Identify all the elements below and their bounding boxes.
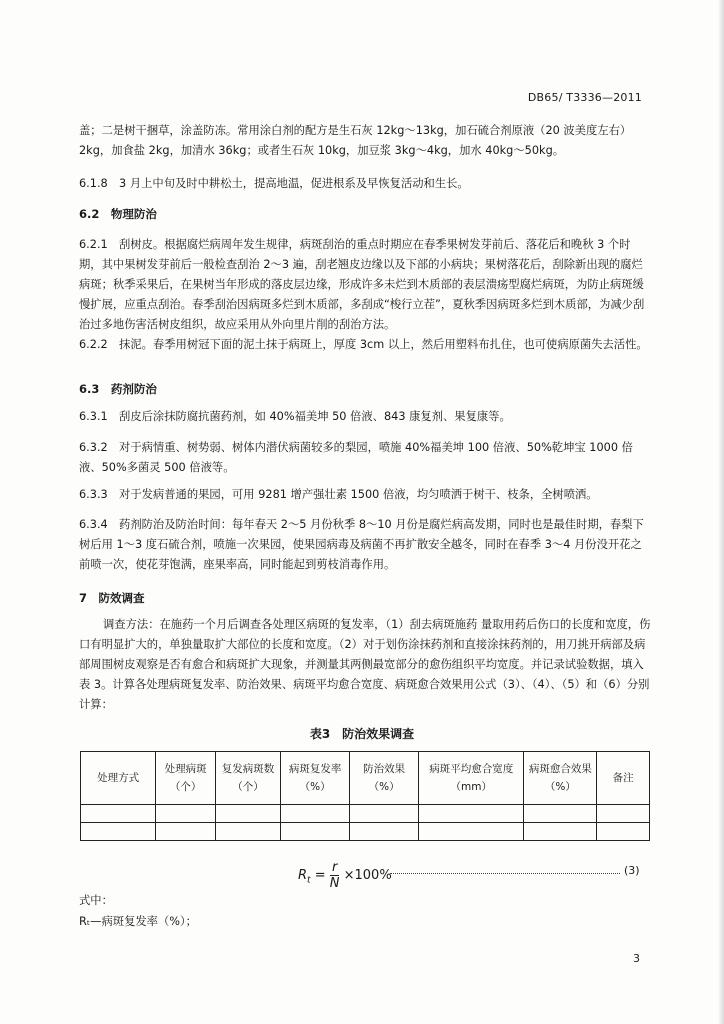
equation-number: (3) — [624, 864, 640, 877]
table-row — [81, 823, 650, 841]
table-cell — [524, 823, 597, 841]
table-cell — [597, 805, 650, 823]
formula-lhs: R — [298, 868, 308, 883]
where-intro: 式中： — [79, 894, 113, 907]
table-cell — [156, 805, 216, 823]
formula-lhs-subscript: t — [307, 875, 311, 886]
formula-tail: ×100% — [343, 868, 392, 883]
doc-code-header: DB65/ T3336—2011 — [527, 91, 642, 104]
heading-6-2: 6.2 物理防治 — [79, 207, 157, 221]
col-header: 备注 — [597, 752, 650, 805]
page-number: 3 — [633, 952, 640, 965]
formula-fraction — [330, 860, 340, 891]
leader-dots — [390, 873, 620, 874]
table-cell — [597, 823, 650, 841]
formula-denominator: N — [329, 876, 340, 891]
col-header: 防治效果（%） — [350, 752, 419, 805]
paragraph-6-2-2: 6.2.2 抹泥。春季用树冠下面的泥土抹于病斑上，厚度 3cm 以上，然后用塑料布扎住，也可使病原菌失去活性。 — [79, 338, 648, 351]
table-cell — [419, 823, 524, 841]
paragraph-6-2-1: 6.2.1 刮树皮。根据腐烂病周年发生规律，病斑刮治的重点时期应在春季果树发芽前后、落花后和晚秋 3 个时期，其中果树发芽前后一般检查刮治 2～3 遍，刮老翘皮边缘以及下部的小病块；果树落花后，刮除新出现的腐烂病斑；秋季采果后，在果树当年形成的落皮层边缘，形成许多未烂到木质部的表层溃疡型腐烂病斑，为防止病斑缓慢扩展，应重点刮治。春季刮治因病斑多烂到木质部，多刮成“梭行立茬”，夏秋季因病斑多烂到木质部，为减少刮治过多地伤害活树皮组织，故应采用从外向里片削的刮治方法。 — [79, 238, 645, 331]
table-cell — [524, 805, 597, 823]
formula-numerator: r — [330, 860, 340, 876]
paragraph-6-3-2: 6.3.2 对于病情重、树势弱、树体内潜伏病菌较多的梨园，喷施 40%福美坤 100 倍液、50%乾坤宝 1000 倍液、50%多菌灵 500 倍液等。 — [79, 441, 633, 474]
col-header: 复发病斑数（个） — [215, 752, 280, 805]
table-cell — [281, 805, 350, 823]
page-edge-shadow — [718, 0, 724, 1024]
col-header: 处理方式 — [81, 752, 156, 805]
table-cell — [81, 823, 156, 841]
col-header: 处理病斑（个） — [156, 752, 216, 805]
table-cell — [419, 805, 524, 823]
table-cell — [350, 823, 419, 841]
col-header: 病斑愈合效果（%） — [524, 752, 597, 805]
col-header: 病斑复发率（%） — [281, 752, 350, 805]
table-row — [81, 805, 650, 823]
paragraph-6-1-8: 6.1.8 3 月上中旬及时中耕松土，提高地温，促进根系及早恢复活动和生长。 — [79, 177, 469, 190]
table-header-row — [81, 752, 650, 805]
paragraph-6-3-4: 6.3.4 药剂防治及防治时间：每年春天 2～5 月份秋季 8～10 月份是腐烂病高发期，同时也是最佳时期，春梨下树后用 1～3 度石硫合剂，喷施一次果园，使果园病毒及病菌不再扩散安全越冬，同时在春季 3～4 月份没开花之前喷一次，使花芽饱满，座果率高，同时能起到剪枝消毒作用。 — [79, 518, 644, 571]
paragraph-survey-method: 调查方法：在施药一个月后调查各处理区病斑的复发率，（1）刮去病斑施药 量取用药后伤口的长度和宽度，伤口有明显扩大的，单独量取扩大部位的长度和宽度。（2）对于划伤涂抹药剂和直接涂抹药剂的，用刀挑开病部及病部周围树皮观察是否有愈合和病斑扩大现象，并测量其两侧最宽部分的愈伤组织平均宽度。并记录试验数据，填入表 3。计算各处理病斑复发率、防治效果、病斑平均愈合宽度、病斑愈合效果用公式（3）、（4）、（5）和（6）分别计算： — [79, 618, 651, 711]
where-definition-rt: Rₜ—病斑复发率（%）； — [79, 915, 197, 928]
table-caption: 表3 防治效果调查 — [309, 727, 415, 741]
paragraph-whitewash: 盖；二是树干捆草，涂盖防冻。常用涂白剂的配方是生石灰 12kg～13kg，加石硫合剂原液（20 波美度左右）2kg，加食盐 2kg，加清水 36kg；或者生石灰 10kg，加豆浆 3kg～4kg，加水 40kg～50kg。 — [79, 124, 632, 157]
table-cell — [350, 805, 419, 823]
col-header: 病斑平均愈合宽度（mm） — [419, 752, 524, 805]
table-cell — [215, 823, 280, 841]
paragraph-6-3-1: 6.3.1 刮皮后涂抹防腐抗菌药剂，如 40%福美坤 50 倍液、843 康复剂、果复康等。 — [79, 410, 511, 423]
table-cell — [281, 823, 350, 841]
table-cell — [156, 823, 216, 841]
table-cell — [81, 805, 156, 823]
table-cell — [215, 805, 280, 823]
formula-3: $R_t$ = $\frac{r}{N}$ ×100% — [298, 860, 392, 891]
effect-table — [80, 751, 650, 841]
heading-6-3: 6.3 药剂防治 — [79, 382, 157, 396]
paragraph-6-3-3: 6.3.3 对于发病普通的果园，可用 9281 增产强壮素 1500 倍液，均匀喷洒于树干、枝条，全树喷洒。 — [79, 488, 598, 501]
heading-7: 7 防效调查 — [79, 591, 145, 605]
